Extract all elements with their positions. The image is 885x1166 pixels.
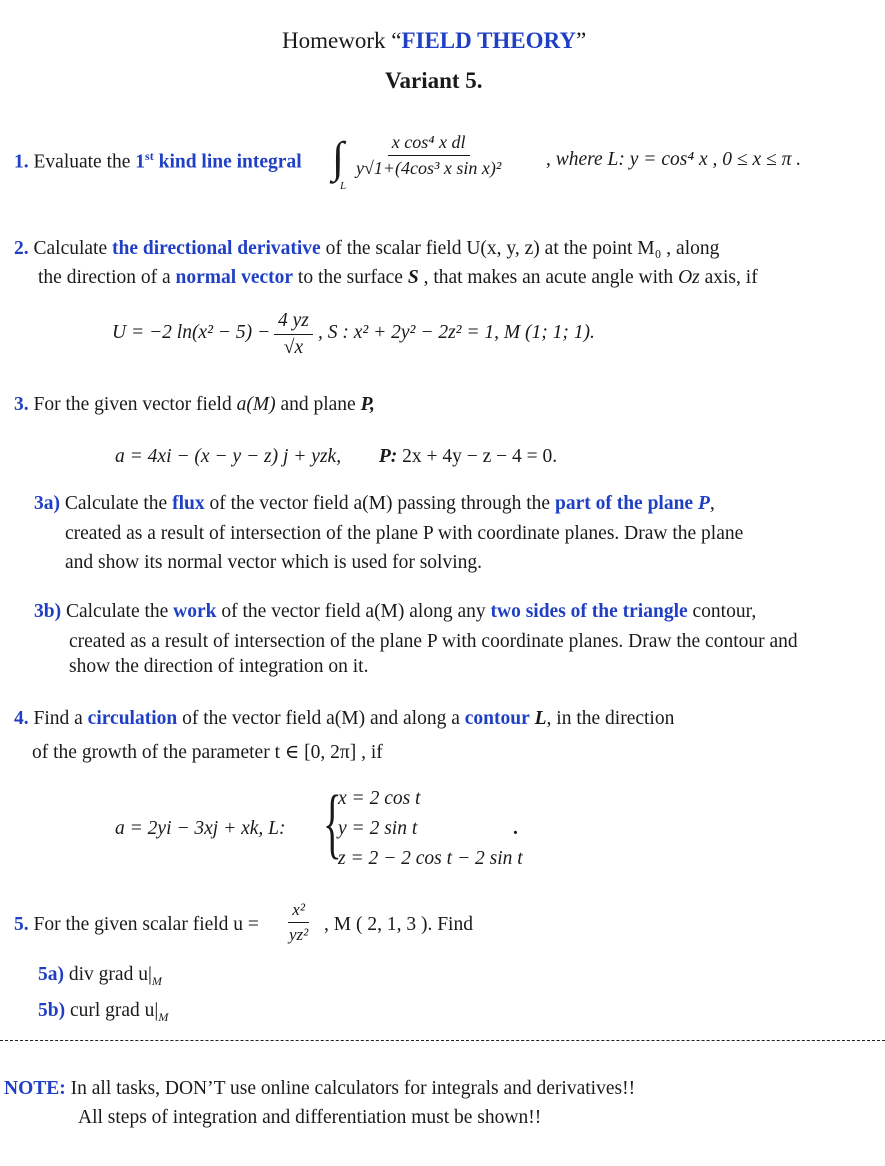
title-bold: FIELD THEORY — [401, 28, 576, 53]
dashed-divider — [0, 1040, 885, 1041]
task-5-fraction — [285, 900, 312, 945]
task-4-line-2: of the growth of the parameter t ∈ [0, 2π] , if — [32, 742, 383, 763]
task-1-fraction — [352, 132, 505, 179]
task-3-number: 3. — [14, 394, 29, 415]
task-1-number: 1. — [14, 151, 29, 173]
task-2-l1c: of the scalar field U(x, y, z) at the point M₀ , along — [320, 238, 720, 259]
note-line-2: All steps of integration and differentiation must be shown!! — [78, 1107, 542, 1128]
task-4-contour-l: L — [529, 708, 547, 729]
task-4-number: 4. — [14, 708, 29, 729]
task-3a-flux: flux — [172, 493, 205, 514]
task-2-l2g: axis, if — [699, 267, 758, 288]
task-2-frac-den: √x — [283, 337, 304, 358]
task-3-field: a(M) — [236, 394, 276, 415]
note-text-1: In all tasks, DON’T use online calculators for integrals and derivatives!! — [65, 1078, 636, 1099]
system-brace: { — [323, 779, 342, 866]
task-3-field-formula: a = 4xi − (x − y − z) j + yzk, — [115, 446, 342, 467]
task-1-kind-sup: st — [145, 149, 154, 163]
task-1-where: , where L: y = cos⁴ x , 0 ≤ x ≤ π . — [546, 149, 802, 170]
task-3-intro-a: For the given vector field — [28, 394, 237, 415]
task-1-numerator: x cos⁴ x dl — [388, 132, 470, 156]
task-2-number: 2. — [14, 238, 29, 259]
task-4-l1c: of the vector field a(M) and along a — [177, 708, 465, 729]
task-2-l2a: the direction of a — [38, 267, 176, 288]
task-1-denominator: y√1+(4cos³ x sin x)² — [356, 158, 502, 178]
task-3-plane-formula: 2x + 4y − z − 4 = 0. — [397, 446, 558, 467]
note-label: NOTE: — [4, 1078, 66, 1099]
task-4-system-3: z = 2 − 2 cos t − 2 sin t — [338, 848, 523, 869]
task-3a-plane-p: P — [697, 493, 710, 514]
task-2-formula-left: U = −2 ln(x² − 5) − — [112, 322, 271, 343]
task-2-directional-derivative: the directional derivative — [112, 238, 321, 259]
task-3b-two-sides: two sides of the triangle — [490, 601, 688, 622]
task-4-circulation: circulation — [87, 708, 178, 729]
task-3a-l1c: of the vector field a(M) passing through the — [204, 493, 555, 514]
title-suffix: ” — [575, 28, 587, 53]
task-2-line-1 — [14, 238, 719, 260]
task-2-normal-vector: normal vector — [175, 267, 294, 288]
task-3a-line-2: created as a result of intersection of the plane P with coordinate planes. Draw the plane — [65, 523, 744, 544]
task-5b-label: 5b) — [38, 1000, 66, 1021]
task-3b-work: work — [173, 601, 217, 622]
note-line-1 — [4, 1078, 635, 1100]
task-2-oz: Oz — [678, 267, 700, 288]
task-2-l1a: Calculate — [28, 238, 113, 259]
task-5a-text: div grad u| — [64, 964, 152, 985]
task-3a-line-1 — [34, 493, 715, 515]
task-5a — [38, 964, 162, 989]
variant-label: Variant 5. — [385, 68, 483, 93]
title-prefix: Homework “ — [282, 28, 402, 53]
task-5a-label: 5a) — [38, 964, 64, 985]
task-4-l1a: Find a — [28, 708, 88, 729]
task-4-field-formula: a = 2yi − 3xj + xk, L: — [115, 818, 286, 839]
task-4-contour: contour — [464, 708, 530, 729]
task-2-l2c: to the surface — [293, 267, 408, 288]
task-3b-label: 3b) — [34, 601, 62, 622]
task-3b-line-3: show the direction of integration on it. — [69, 656, 369, 677]
task-3b-l1a: Calculate the — [61, 601, 174, 622]
task-5-number: 5. — [14, 914, 29, 935]
task-3a-l1a: Calculate the — [60, 493, 173, 514]
task-1-kind-text: kind line integral — [153, 151, 302, 173]
task-5b — [38, 1000, 168, 1025]
task-4-system-1: x = 2 cos t — [338, 788, 421, 809]
task-5b-sub: M — [158, 1009, 169, 1024]
task-3-plane-label: P: — [378, 446, 398, 467]
task-2-l2e: , that makes an acute angle with — [418, 267, 679, 288]
task-4-system-end: . — [513, 818, 518, 839]
task-5-frac-num: x² — [288, 900, 309, 923]
task-5b-text: curl grad u| — [65, 1000, 159, 1021]
task-1-kind-num: 1 — [135, 151, 146, 173]
task-2-line-2 — [38, 267, 758, 289]
task-1-text: Evaluate the — [28, 151, 136, 173]
page-title — [282, 28, 586, 54]
task-3a-part-of-plane: part of the plane — [554, 493, 698, 514]
task-3b-line-2: created as a result of intersection of the plane P with coordinate planes. Draw the contour and — [69, 631, 798, 652]
task-3a-label: 3a) — [34, 493, 60, 514]
task-3a-l1f: , — [709, 493, 715, 514]
task-2-frac-num: 4 yz — [274, 310, 313, 335]
task-5-text: For the given scalar field u = — [28, 914, 259, 935]
task-5a-sub: M — [151, 973, 162, 988]
task-2-surface-s: S — [407, 267, 419, 288]
integral-sign: ∫ — [332, 133, 345, 182]
task-3b-l1c: of the vector field a(M) along any — [216, 601, 491, 622]
task-2-formula-fraction — [274, 310, 313, 359]
task-2-formula-right: , S : x² + 2y² − 2z² = 1, M (1; 1; 1). — [318, 322, 595, 343]
task-5-point: , M ( 2, 1, 3 ). Find — [324, 914, 473, 935]
task-3-plane-p: P, — [360, 394, 375, 415]
task-3-intro-c: and plane — [275, 394, 361, 415]
task-4-system-2: y = 2 sin t — [338, 818, 418, 839]
task-4-l1f: , in the direction — [546, 708, 675, 729]
integral-sub: L — [340, 180, 347, 192]
task-4-line-1 — [14, 708, 674, 730]
task-3-formula — [115, 446, 557, 468]
task-5-frac-den: yz² — [289, 925, 309, 944]
task-3b-line-1 — [34, 601, 756, 623]
task-3a-line-3: and show its normal vector which is used for solving. — [65, 552, 483, 573]
task-3b-l1e: contour, — [687, 601, 757, 622]
task-3-intro — [14, 394, 375, 416]
